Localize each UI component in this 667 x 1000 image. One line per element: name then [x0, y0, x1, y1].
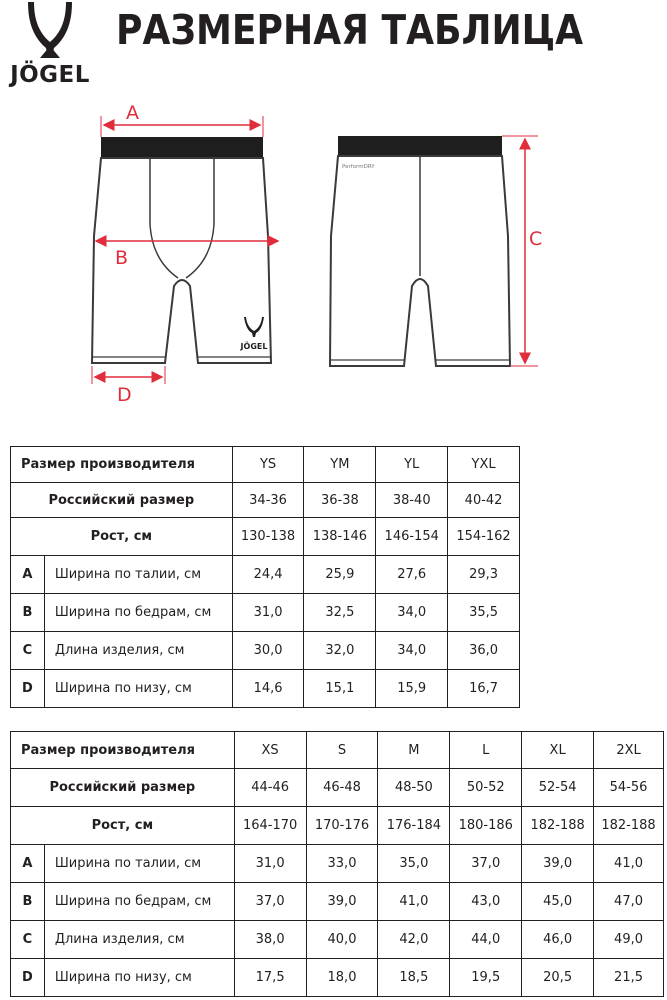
height-cell: 182-188	[522, 807, 594, 845]
value-cell: 44,0	[450, 921, 522, 959]
table-row	[11, 807, 664, 845]
table-row	[11, 732, 664, 769]
ru-size-label: Российский размер	[11, 769, 235, 807]
value-cell: 36,0	[448, 632, 520, 670]
value-cell: 35,0	[378, 845, 450, 883]
table-row	[11, 518, 520, 556]
measure-label: Ширина по талии, см	[44, 556, 232, 594]
value-cell: 37,0	[234, 883, 306, 921]
table-row	[11, 959, 664, 997]
value-cell: 38,0	[234, 921, 306, 959]
table-row	[11, 670, 520, 708]
value-cell: 29,3	[448, 556, 520, 594]
measure-label: Длина изделия, см	[44, 921, 234, 959]
size-cell: YM	[304, 447, 376, 483]
value-cell: 30,0	[232, 632, 304, 670]
table-row	[11, 594, 520, 632]
ru-size-cell: 52-54	[522, 769, 594, 807]
height-cell: 180-186	[450, 807, 522, 845]
front-waistband	[101, 137, 263, 158]
measure-label: Ширина по низу, см	[44, 959, 234, 997]
size-cell: XL	[522, 732, 594, 769]
ru-size-cell: 48-50	[378, 769, 450, 807]
value-cell: 18,0	[306, 959, 378, 997]
size-cell: S	[306, 732, 378, 769]
value-cell: 18,5	[378, 959, 450, 997]
measure-letter: B	[11, 594, 45, 632]
size-table-adult	[10, 731, 664, 997]
value-cell: 24,4	[232, 556, 304, 594]
value-cell: 20,5	[522, 959, 594, 997]
dimension-b-label: B	[115, 247, 129, 269]
table-row	[11, 556, 520, 594]
shorts-diagram	[0, 0, 667, 420]
table-row	[11, 632, 520, 670]
ru-size-cell: 34-36	[232, 483, 304, 518]
value-cell: 27,6	[376, 556, 448, 594]
ru-size-label: Российский размер	[11, 483, 233, 518]
measure-letter: D	[11, 670, 45, 708]
value-cell: 37,0	[450, 845, 522, 883]
value-cell: 14,6	[232, 670, 304, 708]
measure-letter: D	[11, 959, 45, 997]
value-cell: 31,0	[234, 845, 306, 883]
height-label: Рост, см	[11, 518, 233, 556]
ru-size-cell: 44-46	[234, 769, 306, 807]
back-tag-text: PerformDRY	[342, 164, 375, 170]
ru-size-cell: 36-38	[304, 483, 376, 518]
value-cell: 32,5	[304, 594, 376, 632]
value-cell: 43,0	[450, 883, 522, 921]
ru-size-cell: 46-48	[306, 769, 378, 807]
value-cell: 47,0	[594, 883, 664, 921]
measure-label: Ширина по бедрам, см	[44, 883, 234, 921]
value-cell: 16,7	[448, 670, 520, 708]
height-cell: 176-184	[378, 807, 450, 845]
measure-letter: A	[11, 845, 45, 883]
size-table-youth	[10, 446, 520, 708]
measure-label: Ширина по талии, см	[44, 845, 234, 883]
value-cell: 34,0	[376, 632, 448, 670]
table-row	[11, 447, 520, 483]
size-cell: XS	[234, 732, 306, 769]
value-cell: 32,0	[304, 632, 376, 670]
ru-size-cell: 38-40	[376, 483, 448, 518]
measure-letter: B	[11, 883, 45, 921]
value-cell: 19,5	[450, 959, 522, 997]
value-cell: 40,0	[306, 921, 378, 959]
size-cell: YXL	[448, 447, 520, 483]
value-cell: 17,5	[234, 959, 306, 997]
brand-wordmark: JÖGEL	[10, 62, 90, 88]
ru-size-cell: 40-42	[448, 483, 520, 518]
value-cell: 35,5	[448, 594, 520, 632]
value-cell: 41,0	[594, 845, 664, 883]
size-cell: YL	[376, 447, 448, 483]
value-cell: 39,0	[306, 883, 378, 921]
value-cell: 41,0	[378, 883, 450, 921]
measure-letter: C	[11, 921, 45, 959]
dimension-a-label: A	[126, 102, 139, 124]
table-row	[11, 845, 664, 883]
page-title: РАЗМЕРНАЯ ТАБЛИЦА	[116, 6, 584, 54]
value-cell: 31,0	[232, 594, 304, 632]
size-cell: L	[450, 732, 522, 769]
measure-label: Ширина по бедрам, см	[44, 594, 232, 632]
height-cell: 138-146	[304, 518, 376, 556]
ru-size-cell: 54-56	[594, 769, 664, 807]
height-cell: 170-176	[306, 807, 378, 845]
table-row	[11, 769, 664, 807]
measure-label: Ширина по низу, см	[44, 670, 232, 708]
header-label: Размер производителя	[11, 447, 233, 483]
measure-letter: A	[11, 556, 45, 594]
value-cell: 15,1	[304, 670, 376, 708]
back-waistband	[338, 136, 502, 156]
header-label: Размер производителя	[11, 732, 235, 769]
value-cell: 46,0	[522, 921, 594, 959]
front-logo-text: JÖGEL	[240, 342, 268, 351]
table-row	[11, 483, 520, 518]
size-cell: M	[378, 732, 450, 769]
measure-label: Длина изделия, см	[44, 632, 232, 670]
table-row	[11, 883, 664, 921]
value-cell: 34,0	[376, 594, 448, 632]
value-cell: 42,0	[378, 921, 450, 959]
table-row	[11, 921, 664, 959]
back-view	[330, 136, 510, 366]
measure-letter: C	[11, 632, 45, 670]
height-label: Рост, см	[11, 807, 235, 845]
size-cell: 2XL	[594, 732, 664, 769]
height-cell: 146-154	[376, 518, 448, 556]
ru-size-cell: 50-52	[450, 769, 522, 807]
value-cell: 39,0	[522, 845, 594, 883]
value-cell: 49,0	[594, 921, 664, 959]
height-cell: 164-170	[234, 807, 306, 845]
size-cell: YS	[232, 447, 304, 483]
height-cell: 182-188	[594, 807, 664, 845]
dimension-d-label: D	[117, 384, 132, 406]
value-cell: 25,9	[304, 556, 376, 594]
value-cell: 21,5	[594, 959, 664, 997]
height-cell: 154-162	[448, 518, 520, 556]
value-cell: 45,0	[522, 883, 594, 921]
height-cell: 130-138	[232, 518, 304, 556]
value-cell: 33,0	[306, 845, 378, 883]
value-cell: 15,9	[376, 670, 448, 708]
dimension-d	[92, 366, 165, 384]
dimension-c-label: C	[529, 228, 543, 250]
